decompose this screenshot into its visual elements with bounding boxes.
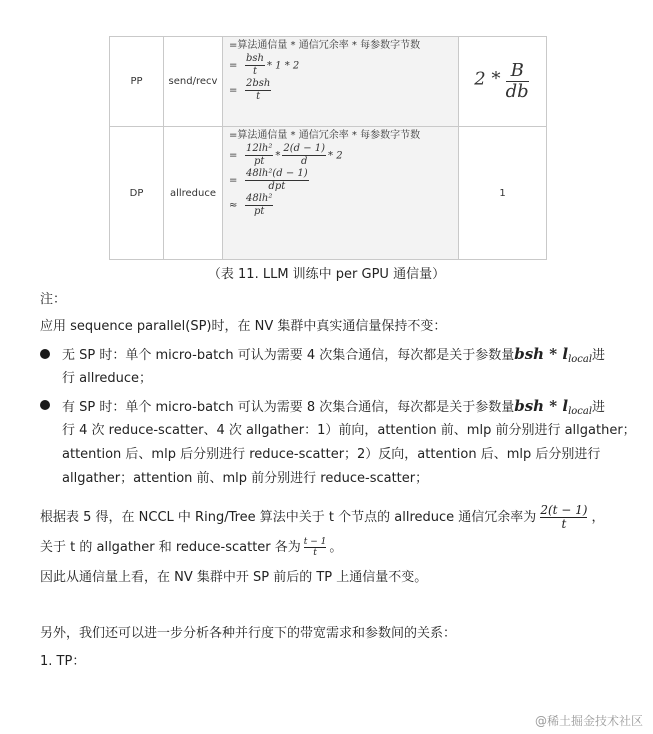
intro-text: 应用 sequence parallel(SP)时，在 NV 集群中真实通信量保持不变：	[40, 319, 447, 334]
formula-line: = $\frac{\text{2bsh}}{t}$	[229, 78, 271, 102]
frac-den: t	[313, 548, 317, 558]
formula-cell	[223, 37, 459, 127]
frac-num: B	[506, 61, 529, 82]
frac-num: 2(t − 1)	[540, 503, 588, 517]
formula-tail: * 2	[328, 150, 343, 162]
bullet-dot	[40, 349, 50, 359]
bullet-dot	[40, 400, 50, 410]
operation-cell: send/recv	[164, 37, 223, 127]
frac-den: t	[561, 517, 567, 531]
formula-label: =算法通信量 * 通信冗余率 * 每参数字节数	[229, 40, 421, 51]
frac-den: d	[301, 156, 308, 167]
frac-den: dpt	[268, 181, 286, 192]
formula-line: = $\frac{\text{bsh}}{t}$ * 1 * 2	[229, 53, 300, 77]
formula-line: ≈ $\frac{\text{48lh²}}{pt}$	[229, 193, 273, 217]
frac-den: t	[252, 66, 257, 77]
parallel-cell: PP	[110, 37, 164, 127]
formula-label: =算法通信量 * 通信冗余率 * 每参数字节数	[229, 130, 421, 141]
frac-num: 48lh²	[246, 193, 273, 204]
bullet-line: 行 4 次 reduce-scatter、4 次 allgather：1）前向，attention 前、mlp 前分别进行 allgather；	[62, 423, 636, 438]
frac-num: 12lh²	[246, 143, 273, 154]
list-item: 1. TP：	[40, 654, 86, 669]
frac-num: t − 1	[303, 537, 327, 547]
paragraph-ratio	[40, 533, 342, 563]
table-caption: （表 11. LLM 训练中 per GPU 通信量）	[207, 267, 446, 282]
operation-cell: allreduce	[164, 127, 223, 260]
value-cell: 1	[459, 127, 547, 260]
frac-num: 2(d − 1)	[283, 143, 326, 154]
math-main: bsh * l	[514, 345, 569, 363]
math-main: bsh * l	[514, 397, 569, 415]
bullet-line: 行 allreduce；	[62, 371, 153, 386]
formula-line: = $\frac{\text{48lh²(d − 1)}}{\text{dpt}}$	[229, 168, 308, 192]
note-label: 注：	[40, 292, 67, 307]
frac-num: 48lh²(d − 1)	[246, 168, 308, 179]
communication-table	[109, 36, 547, 260]
math-subscript: local	[568, 406, 593, 417]
frac-den: pt	[253, 156, 265, 167]
value-frac	[506, 61, 529, 102]
frac-num: bsh	[246, 53, 264, 64]
paragraph-further: 另外，我们还可以进一步分析各种并行度下的带宽需求和参数间的关系：	[40, 626, 457, 641]
bullet-text: 无 SP 时：单个 micro-batch 可认为需要 4 次集合通信，每次都是关于参数量	[62, 348, 515, 363]
math-subscript: local	[568, 354, 593, 365]
table-row	[110, 127, 547, 260]
formula-line: = $\frac{\text{12lh²}}{pt}$ * $\frac{2(d - 1)}{d}$ * 2	[229, 143, 343, 167]
frac-num: 2bsh	[246, 78, 271, 89]
bullet-text: 进	[592, 400, 606, 415]
bullet-line: allgather；attention 前、mlp 前分别进行 reduce-scatter；	[62, 471, 429, 486]
value-cell	[459, 37, 547, 127]
parallel-cell: DP	[110, 127, 164, 260]
frac-den: db	[505, 81, 529, 102]
bullet-text: 有 SP 时：单个 micro-batch 可认为需要 8 次集合通信，每次都是关于参数量	[62, 400, 515, 415]
paragraph-text: 关于 t 的 allgather 和 reduce-scatter 各为	[40, 540, 301, 555]
frac-den: t	[256, 91, 261, 102]
ratio-fraction	[540, 504, 587, 531]
watermark: @稀土掘金技术社区	[534, 714, 643, 728]
frac-den: pt	[253, 206, 265, 217]
table-row	[110, 37, 547, 127]
bullet-text: 进	[592, 348, 606, 363]
paragraph-ratio	[40, 500, 604, 536]
formula-cell	[223, 127, 459, 260]
paragraph-text: ，	[591, 510, 605, 525]
value-prefix: 2 *	[474, 68, 501, 90]
paragraph-text: 根据表 5 得，在 NCCL 中 Ring/Tree 算法中关于 t 个节点的 allreduce 通信冗余率为	[40, 510, 537, 525]
math-expression	[514, 397, 592, 415]
paragraph-conclusion: 因此从通信量上看，在 NV 集群中开 SP 前后的 TP 上通信量不变。	[40, 570, 428, 585]
math-expression	[514, 345, 592, 363]
formula-tail: * 1 * 2	[266, 60, 300, 72]
paragraph-text: 。	[329, 540, 343, 555]
bullet-line: attention 后、mlp 后分别进行 reduce-scatter；2）反向，attention 后、mlp 后分别进行	[62, 447, 601, 462]
ratio-fraction	[304, 537, 327, 558]
